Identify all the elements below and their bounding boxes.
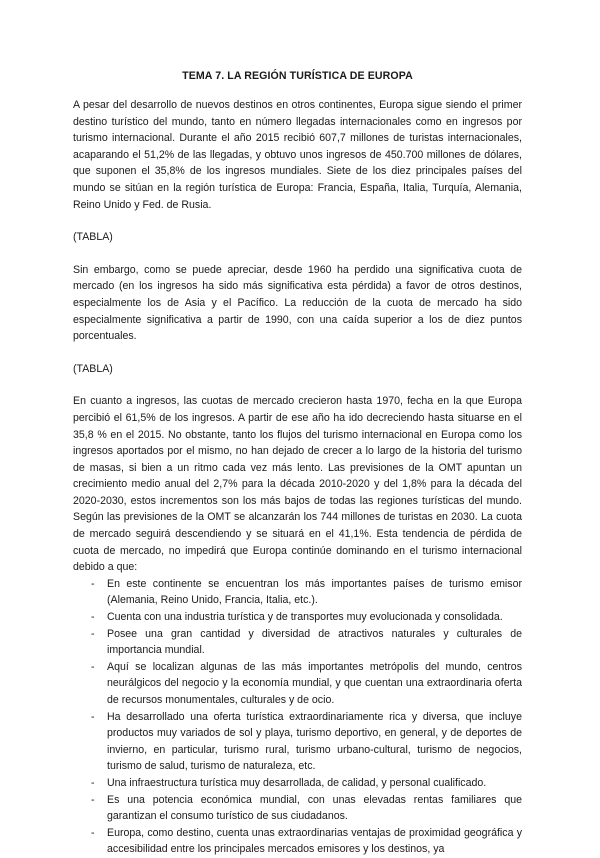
- list-item-text: Europa, como destino, cuenta unas extraordinarias ventajas de proximidad geográfica y accesibilidad entre los principales mercados emisores y los destinos, ya: [107, 826, 522, 856]
- list-item-text: Aquí se localizan algunas de las más importantes metrópolis del mundo, centros neurálgicos del negocio y la economía mundial, y que cuentan una extraordinaria oferta de recursos monumentales, culturales y de ocio.: [107, 660, 522, 706]
- bullet-marker: -: [91, 627, 95, 640]
- table-placeholder-2: (TABLA): [73, 362, 113, 375]
- list-item: [91, 576, 522, 609]
- list-item: [91, 659, 522, 709]
- list-item-text: En este continente se encuentran los más importantes países de turismo emisor (Alemania, Reino Unido, Francia, Italia, etc.).: [107, 577, 522, 607]
- bullet-marker: -: [91, 577, 95, 590]
- list-item: [91, 609, 522, 626]
- list-item: [91, 626, 522, 659]
- list-item-text: Una infraestructura turística muy desarrollada, de calidad, y personal cualificado.: [107, 776, 487, 789]
- reasons-list: [73, 576, 522, 858]
- paragraph-market-share: Sin embargo, como se puede apreciar, desde 1960 ha perdido una significativa cuota de mercado (en los ingresos ha sido más significativa esta pérdida) a favor de otros destinos, especialmente los de Asia y el Pacífico. La reducción de la cuota de mercado ha sido especialmente significativa a partir de 1990, con una caída superior a los de diez puntos porcentuales.: [73, 263, 522, 343]
- list-item: [91, 825, 522, 858]
- list-item: [91, 775, 522, 792]
- bullet-marker: -: [91, 611, 95, 624]
- list-item: [91, 709, 522, 775]
- bullet-marker: -: [91, 660, 95, 673]
- list-item-text: Cuenta con una industria turística y de transportes muy evolucionada y consolidada.: [107, 611, 503, 624]
- paragraph-income: En cuanto a ingresos, las cuotas de mercado crecieron hasta 1970, fecha en la que Europa percibió el 61,5% de los ingresos. A partir de ese año ha ido decreciendo hasta situarse en el 35,8 % en el 2015. No obstante, tanto los flujos del turismo internacional en Europa como los ingresos aportados por el mismo, no han dejado de crecer a lo largo de la historia del turismo de masas, si bien a un ritmo cada vez más lento. Las previsiones de la OMT apuntan un crecimiento medio anual del 2,7% para la década 2010-2020 y del 1,8% para la década del 2020-2030, estos incrementos son los más bajos de todas las regiones turísticas del mundo. Según las previsiones de la OMT se alcanzarán los 744 millones de turistas en 2030. La cuota de mercado seguirá descendiendo y se situará en el 41,1%. Esta tendencia de pérdida de cuota de mercado, no impedirá que Europa continúe dominando en el turismo internacional debido a que:: [73, 395, 522, 574]
- list-item: [91, 792, 522, 825]
- list-item-text: Posee una gran cantidad y diversidad de atractivos naturales y culturales de importancia mundial.: [107, 627, 522, 657]
- bullet-marker: -: [91, 776, 95, 789]
- bullet-marker: -: [91, 826, 95, 839]
- list-item-text: Es una potencia económica mundial, con unas elevadas rentas familiares que garantizan el consumo turístico de sus ciudadanos.: [107, 793, 522, 823]
- document-title: TEMA 7. LA REGIÓN TURÍSTICA DE EUROPA: [182, 70, 413, 82]
- bullet-marker: -: [91, 793, 95, 806]
- table-placeholder-1: (TABLA): [73, 231, 113, 244]
- paragraph-intro: A pesar del desarrollo de nuevos destinos en otros continentes, Europa sigue siendo el primer destino turístico del mundo, tanto en número llegadas internacionales como en ingresos por turismo internacional. Durante el año 2015 recibió 607,7 millones de turistas internacionales, acaparando el 51,2% de las llegadas, y obtuvo unos ingresos de 450.700 millones de dólares, que suponen el 35,8% de los ingresos mundiales. Siete de los diez principales países del mundo se sitúan en la región turística de Europa: Francia, España, Italia, Turquía, Alemania, Reino Unido y Fed. de Rusia.: [73, 99, 522, 211]
- list-item-text: Ha desarrollado una oferta turística extraordinariamente rica y diversa, que incluye productos muy variados de sol y playa, turismo deportivo, en general, y de deportes de invierno, en particular, turismo rural, turismo urbano-cultural, turismo de negocios, turismo de salud, turismo de naturaleza, etc.: [107, 710, 522, 773]
- bullet-marker: -: [91, 710, 95, 723]
